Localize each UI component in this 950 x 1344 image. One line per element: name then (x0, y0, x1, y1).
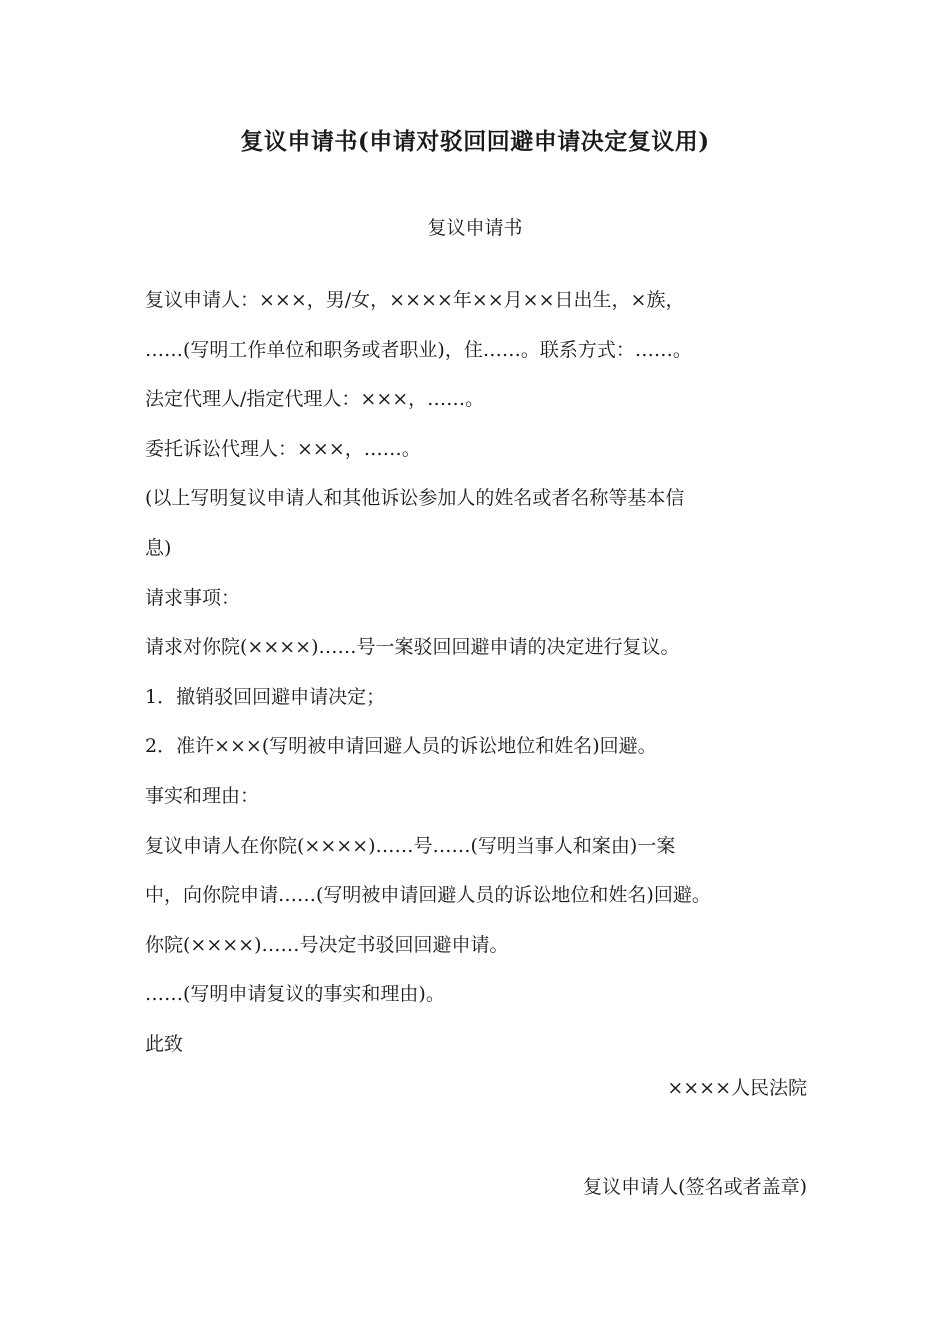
text-line: 复议申请人在你院(××××)……号……(写明当事人和案由)一案 (145, 834, 676, 857)
text-line: 复议申请人：×××，男/女，××××年××月××日出生，×族， (145, 289, 685, 311)
list-item: 1．撤销驳回回避申请决定； (145, 685, 386, 708)
text-line: 委托诉讼代理人：×××，……。 (145, 437, 421, 460)
list-item: 2．准许×××(写明被申请回避人员的诉讼地位和姓名)回避。 (145, 735, 657, 758)
document-body (145, 276, 815, 1070)
text-line: ……(写明工作单位和职务或者职业)，住……。联系方式：……。 (145, 338, 692, 361)
signature-line: 复议申请人(签名或者盖章) (583, 1176, 807, 1198)
document-title: 复议申请书(申请对驳回回避申请决定复议用) (240, 128, 710, 155)
court-name: ××××人民法院 (667, 1077, 807, 1099)
section-heading: 事实和理由： (145, 784, 260, 807)
text-line: 法定代理人/指定代理人：×××，……。 (145, 388, 485, 411)
text-line: (以上写明复议申请人和其他诉讼参加人的姓名或者名称等基本信 (145, 487, 685, 510)
section-heading: 请求事项： (145, 586, 241, 609)
text-line: 你院(××××)……号决定书驳回回避申请。 (145, 933, 509, 956)
text-line: 请求对你院(××××)……号一案驳回回避申请的决定进行复议。 (145, 636, 680, 659)
text-line: 中，向你院申请……(写明被申请回避人员的诉讼地位和姓名)回避。 (145, 884, 711, 907)
text-line: 息) (145, 536, 172, 559)
document-subtitle: 复议申请书 (427, 217, 523, 239)
salutation: 此致 (145, 1032, 184, 1055)
text-line: ……(写明申请复议的事实和理由)。 (145, 983, 445, 1006)
